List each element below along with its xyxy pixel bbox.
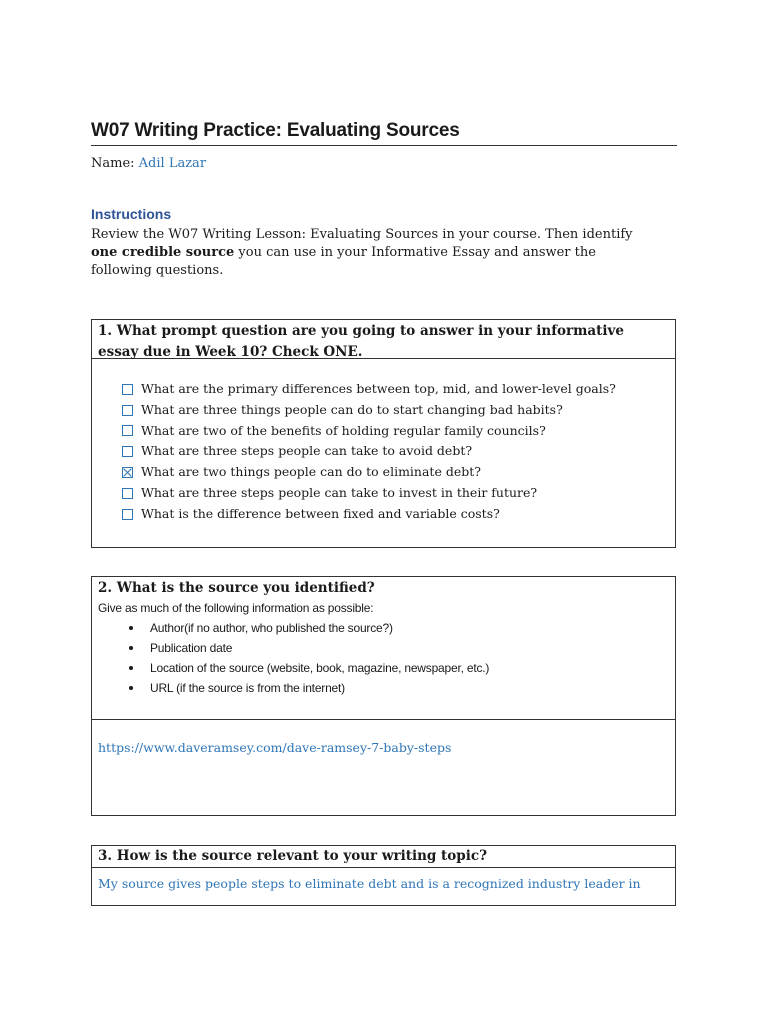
instructions-text <box>91 226 651 280</box>
question-1-heading: 1. What prompt question are you going to answer in your informative essay due in Week 10? Check ONE. <box>92 320 675 359</box>
question-2-bullets <box>98 618 669 698</box>
option-label: What are two things people can do to eliminate debt? <box>141 464 481 480</box>
option-item[interactable] <box>122 441 675 462</box>
question-2-answer[interactable]: https://www.daveramsey.com/dave-ramsey-7-baby-steps <box>98 740 452 755</box>
question-1-options <box>92 359 675 525</box>
bullet-item: Author(if no author, who published the source?) <box>150 618 669 638</box>
question-2-prompt <box>92 577 675 720</box>
instructions-text-bold: one credible source <box>91 245 235 260</box>
question-3-heading: 3. How is the source relevant to your writing topic? <box>92 846 675 868</box>
bullet-item: Location of the source (website, book, magazine, newspaper, etc.) <box>150 658 669 678</box>
instructions-text-after: you can use in your Informative Essay and answer the following questions. <box>91 245 596 278</box>
question-1-box <box>91 319 676 548</box>
question-3-answer[interactable]: My source gives people steps to eliminate debt and is a recognized industry leader in <box>98 876 641 891</box>
page-title: W07 Writing Practice: Evaluating Sources <box>91 120 677 146</box>
name-line <box>91 156 206 171</box>
option-item[interactable] <box>122 483 675 504</box>
checkbox-icon[interactable] <box>122 405 133 416</box>
option-item[interactable] <box>122 400 675 421</box>
question-3-box <box>91 845 676 906</box>
question-2-subtext: Give as much of the following information as possible: <box>98 601 374 615</box>
checkbox-icon[interactable] <box>122 446 133 457</box>
option-item[interactable] <box>122 504 675 525</box>
name-value[interactable]: Adil Lazar <box>138 156 207 171</box>
checkbox-icon[interactable] <box>122 488 133 499</box>
option-label: What are three steps people can take to avoid debt? <box>141 443 473 459</box>
name-label: Name: <box>91 156 135 171</box>
checkbox-icon[interactable] <box>122 509 133 520</box>
bullet-item: Publication date <box>150 638 669 658</box>
question-2-box <box>91 576 676 816</box>
option-label: What are three things people can do to start changing bad habits? <box>141 401 563 417</box>
instructions-heading: Instructions <box>91 206 172 222</box>
option-label: What are the primary differences between top, mid, and lower-level goals? <box>141 381 616 396</box>
bullet-item: URL (if the source is from the internet) <box>150 678 669 698</box>
option-label: What are two of the benefits of holding regular family councils? <box>141 422 546 438</box>
checked-checkbox-icon[interactable] <box>122 467 133 478</box>
checkbox-icon[interactable] <box>122 384 133 395</box>
instructions-text-before: Review the W07 Writing Lesson: Evaluating Sources in your course. Then identify <box>91 227 633 242</box>
checkbox-icon[interactable] <box>122 425 133 436</box>
option-item[interactable] <box>122 379 675 400</box>
question-2-heading: 2. What is the source you identified? <box>98 580 375 596</box>
option-item[interactable] <box>122 421 675 442</box>
option-item[interactable] <box>122 462 675 483</box>
option-label: What is the difference between fixed and variable costs? <box>141 505 500 521</box>
option-label: What are three steps people can take to invest in their future? <box>141 484 538 500</box>
